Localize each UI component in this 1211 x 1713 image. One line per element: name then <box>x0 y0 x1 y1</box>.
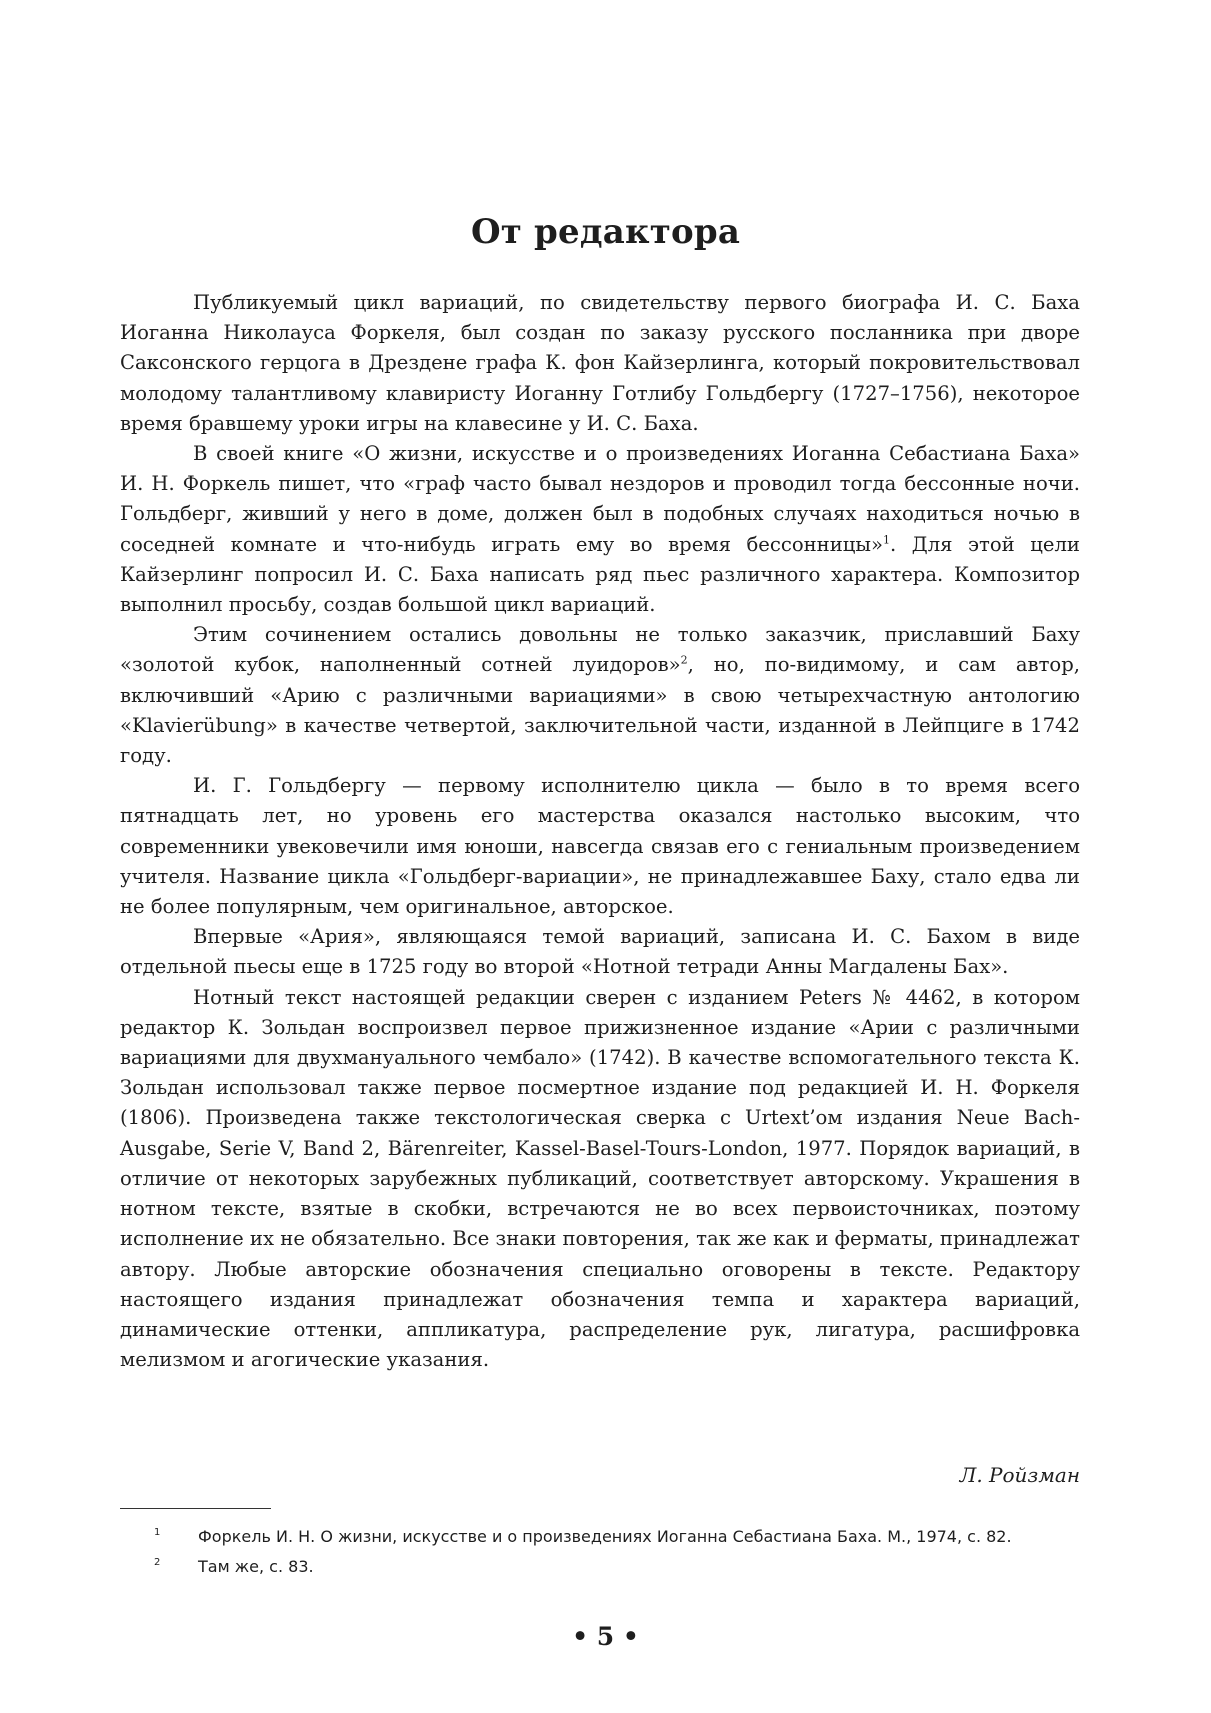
page-number: • 5 • <box>572 1622 639 1651</box>
paragraph-text: . Для этой цели Кайзерлинг попросил И. С. Баха написать ряд пьес различного характера. Композитор выполнил просьбу, создав большой цикл вариаций. <box>120 532 1080 617</box>
footnote <box>120 1522 1080 1552</box>
paragraph-text: , но, по-видимому, и сам автор, включивший «Арию с различными вариациями» в свою четырехчастную антологию «Klavierübung» в качестве четвертой, заключительной части, изданной в Лейпциге в 1742 году. <box>120 653 1080 768</box>
footnote-ref[interactable]: 2 <box>680 653 688 667</box>
body-text <box>120 288 1080 1375</box>
footnote <box>120 1552 1080 1582</box>
footnote-text: Форкель И. Н. О жизни, искусстве и о произведениях Иоганна Себастиана Баха. М., 1974, с. 82. <box>198 1527 1012 1546</box>
paragraph <box>120 983 1080 1376</box>
paragraph <box>120 771 1080 922</box>
footnote-number: 1 <box>154 1527 161 1538</box>
paragraph <box>120 620 1080 771</box>
paragraph <box>120 439 1080 620</box>
paragraph-text: Нотный текст настоящей редакции сверен с изданием Peters № 4462, в котором редактор К. Зольдан воспроизвел первое прижизненное издание «Арии с различными вариациями для двухмануального чембало» (1742). В качестве вспомогательного текста К. Зольдан использовал также первое посмертное издание под редакцией И. Н. Форкеля (1806). Произведена также текстологическая сверка с Urtext’ом издания Neue Bach-Ausgabe, Serie V, Band 2, Bärenreiter, Kassel-Basel-Tours-London, 1977. Порядок вариаций, в отличие от некоторых зарубежных публикаций, соответствует авторскому. Украшения в нотном тексте, взятые в скобки, встречаются не во всех первоисточниках, поэтому исполнение их не обязательно. Все знаки повторения, так же как и ферматы, принадлежат автору. Любые авторские обозначения специально оговорены в тексте. Редактору настоящего издания принадлежат обозначения темпа и характера вариаций, динамические оттенки, аппликатура, распределение рук, лигатура, расшифровка мелизмом и агогические указания. <box>120 985 1080 1372</box>
footnote-number: 2 <box>154 1557 161 1568</box>
paragraph-text: Впервые «Ария», являющаяся темой вариаций, записана И. С. Бахом в виде отдельной пьесы еще в 1725 году во второй «Нотной тетради Анны Магдалены Бах». <box>120 925 1080 979</box>
footnote-divider <box>120 1508 271 1509</box>
paragraph-text: Публикуемый цикл вариаций, по свидетельству первого биографа И. С. Баха Иоганна Николауса Форкеля, был создан по заказу русского посланника при дворе Саксонского герцога в Дрездене графа К. фон Кайзерлинга, который покровительствовал молодому талантливому клавиристу Иоганну Готлибу Гольдбергу (1727–1756), некоторое время бравшему уроки игры на клавесине у И. С. Баха. <box>120 291 1080 435</box>
page-title: От редактора <box>470 212 741 252</box>
footnotes <box>120 1522 1080 1582</box>
paragraph-text: Этим сочинением остались довольны не только заказчик, приславший Баху «золотой кубок, наполненный сотней луидоров» <box>120 623 1080 677</box>
paragraph <box>120 922 1080 982</box>
footnote-ref[interactable]: 1 <box>882 533 890 547</box>
paragraph <box>120 288 1080 439</box>
editor-signature: Л. Ройзман <box>959 1463 1080 1487</box>
paragraph-text: В своей книге «О жизни, искусстве и о произведениях Иоганна Себастиана Баха» И. Н. Форкель пишет, что «граф часто бывал нездоров и проводил тогда бессонные ночи. Гольдберг, живший у него в доме, должен был в подобных случаях находиться ночью в соседней комнате и что-нибудь играть ему во время бессонницы» <box>120 442 1080 556</box>
paragraph-text: И. Г. Гольдбергу — первому исполнителю цикла — было в то время всего пятнадцать лет, но уровень его мастерства оказался настолько высоким, что современники увековечили имя юноши, навсегда связав его с гениальным произведением учителя. Название цикла «Гольдберг-вариации», не принадлежавшее Баху, стало едва ли не более популярным, чем оригинальное, авторское. <box>120 774 1080 919</box>
footnote-text: Там же, с. 83. <box>198 1557 314 1576</box>
